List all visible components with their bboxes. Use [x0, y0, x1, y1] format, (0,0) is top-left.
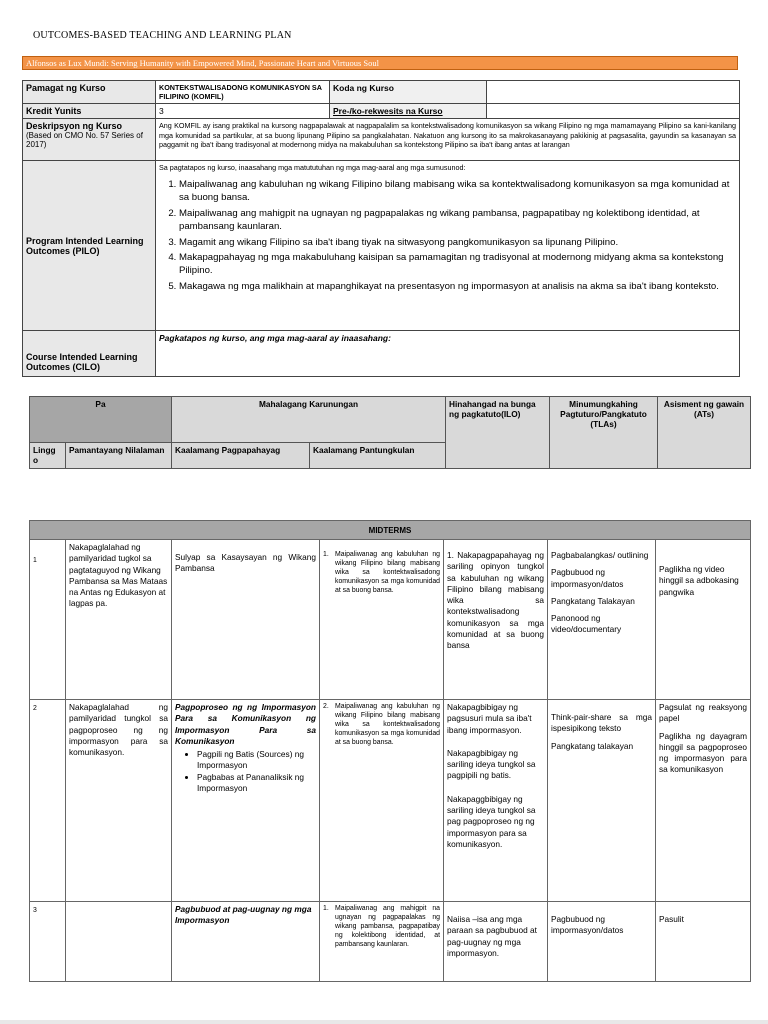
midterms-table	[29, 520, 751, 982]
at-item: Pasulit	[659, 914, 684, 924]
cilo-value: Pagkatapos ng kurso, ang mga mag-aaral ay inaasahang:	[156, 331, 740, 377]
ilo-text: Maipaliwanag ang mahigpit na ugnayan ng pagpapalakas ng wikang pambansa, pagpapatibay ng kolektibong identidad, at pambansang kaunlaran.	[335, 905, 440, 948]
table-row	[30, 902, 751, 982]
pagpapahayag-list	[175, 749, 316, 794]
bunga-item: Naiisa –isa ang mga paraan sa pagbubuod at pag-uugnay ng mga impormasyon.	[447, 914, 537, 958]
bunga-item: Nakapagbibigay ng sariling ideya tungkol sa pagpipili ng batis.	[447, 747, 536, 781]
prereq-label: Pre-/ko-rekwesits na Kurso	[330, 104, 487, 119]
description-value: Ang KOMFIL ay isang praktikal na kursong nagpapalawak at nagpapalalim sa kontekstwalisadong komunikasyon sa wikang Filipino ng mga mamamayang Pilipino sa kani-kanilang mga komunidad sa partikular, at sa buong lipunang Pilipino sa pangkalahatan. Nakatuon ang kursong ito sa makrokasanayang pakikinig at pagsasalita, gayundin sa kasanayan sa paggamit ng iba't ibang tradisyonal at modernong midya na makabuluhan sa kontekstong Pilipino sa iba't ibang antas at larangan	[156, 119, 740, 161]
course-code-value	[487, 81, 740, 104]
mahalagang-karunungan-header: Mahalagang Karunungan	[172, 397, 446, 443]
tla-item: Panonood ng video/documentary	[551, 613, 622, 635]
page-bottom-edge	[0, 1020, 768, 1024]
midterms-heading: MIDTERMS	[30, 521, 751, 540]
ilo-number: 2.	[323, 703, 329, 710]
at-cell	[656, 540, 751, 700]
ilo-cell	[320, 902, 444, 982]
pamantayang-header: Pamantayang Nilalaman	[66, 443, 172, 469]
units-value: 3	[156, 104, 330, 119]
pantungkulan-header: Kaalamang Pantungkulan	[310, 443, 446, 469]
ilo-header: Hinahangad na bunga ng pagkatuto(ILO)	[446, 397, 550, 469]
tla-cell	[548, 902, 656, 982]
pilo-item: 4. Makapagpahayag ng mga makabuluhang kaisipan sa pamamagitan ng tradisyonal at modernong midyang akma sa kontekstong Pilipino.	[179, 251, 736, 278]
tla-item: Pagbabalangkas/ outlining	[551, 550, 649, 560]
pagpapahayag-title: Pagpoproseo ng ng Impormasyon Para sa Komunikasyon ng Impormasyon Para sa Komunikasyon	[175, 702, 316, 746]
pilo-item: 5. Makagawa ng mga malikhain at mapanghikayat na presentasyon ng impormasyon at analisis na akma sa iba't ibang konteksto.	[179, 280, 736, 293]
document-title: OUTCOMES-BASED TEACHING AND LEARNING PLAN	[33, 30, 292, 41]
ilo-number: 1.	[323, 551, 329, 558]
week-number: 1	[30, 540, 66, 700]
ilo-cell	[320, 700, 444, 902]
pagpapahayag-item: • Pagbabas at Pananaliksik ng Impormasyon	[197, 772, 316, 795]
tla-item: Pagbubuod ng impormasyon/datos	[551, 567, 624, 589]
course-code-label: Koda ng Kurso	[330, 81, 487, 104]
pilo-content	[156, 161, 740, 331]
kaalamang-pagpapahayag: Pagbubuod at pag-uugnay ng mga Impormasyon	[172, 902, 320, 982]
pa-header: Pa	[30, 397, 172, 443]
tla-cell	[548, 700, 656, 902]
description-label	[23, 119, 156, 161]
pagpapahayag-header: Kaalamang Pagpapahayag	[172, 443, 310, 469]
tla-item: Pangkatang talakayan	[551, 740, 634, 751]
table-row	[30, 540, 751, 700]
description-label-text: Deskripsyon ng Kurso	[26, 121, 123, 131]
week-number: 3	[30, 902, 66, 982]
bunga-item: Nakapagbibigay ng pagsusuri mula sa iba't ibang impormasyon.	[447, 702, 532, 735]
at-cell	[656, 700, 751, 902]
tla-cell	[548, 540, 656, 700]
tla-header: Minumungkahing Pagtuturo/Pangkatuto (TLAs)	[550, 397, 658, 469]
pilo-item: 2. Maipaliwanag ang mahigpit na ugnayan ng pagpapalakas ng wikang pambansa, pagpapatibay ng kolektibong identidad, at pambansang kaunlaran.	[179, 207, 736, 234]
at-item: Paglikha ng dayagram hinggil sa pagpoproseo ng impormasyon para sa komunikasyon	[659, 730, 747, 775]
pilo-item: 1. Maipaliwanag ang kabuluhan ng wikang Filipino bilang mabisang wika sa kontektwalisadong komunikasyon sa mga komunidad at sa buong bansa.	[179, 178, 736, 205]
bunga-cell	[444, 700, 548, 902]
ilo-number: 1.	[323, 905, 329, 912]
bunga-item: Nakapaggbibigay ng sariling ideya tungkol sa pag pagpoproseo ng ng impormasyon para sa komunikasyon.	[447, 793, 536, 849]
description-note: (Based on CMO No. 57 Series of 2017)	[26, 131, 143, 149]
ilo-text: Maipaliwanag ang kabuluhan ng wikang Filipino bilang mabisang wika sa kontektwalisadong komunikasyon sa mga komunidad at sa buong bansa.	[335, 703, 440, 746]
at-header: Asisment ng gawain (ATs)	[658, 397, 751, 469]
kaalamang-pagpapahayag	[172, 700, 320, 902]
plan-header-table	[29, 396, 751, 469]
course-title-label: Pamagat ng Kurso	[23, 81, 156, 104]
motto-banner: Alfonsos as Lux Mundi: Serving Humanity with Empowered Mind, Passionate Heart and Virtuous Soul	[22, 56, 738, 70]
pilo-item: 3. Magamit ang wikang Filipino sa iba't ibang tiyak na sitwasyong pangkomunikasyon sa lipunang Pilipino.	[179, 236, 736, 249]
ilo-cell	[320, 540, 444, 700]
course-info-table	[22, 80, 740, 377]
pagpapahayag-item: • Pagpili ng Batis (Sources) ng Impormasyon	[197, 749, 316, 772]
pamantayang-nilalaman: Nakapaglalahad ng pamilyaridad tugkol sa pagtataguyod ng Wikang Pambansa sa Mas Mataas na Antas ng Edukasyon at lagpas pa.	[66, 540, 172, 700]
at-cell	[656, 902, 751, 982]
bunga-cell	[444, 902, 548, 982]
kaalamang-pagpapahayag: Sulyap sa Kasaysayan ng Wikang Pambansa	[172, 540, 320, 700]
units-label: Kredit Yunits	[23, 104, 156, 119]
pilo-label: Program Intended Learning Outcomes (PILO)	[23, 161, 156, 331]
prereq-value	[487, 104, 740, 119]
table-row	[30, 700, 751, 902]
tla-item: Pangkatang Talakayan	[551, 595, 635, 606]
ilo-text: Maipaliwanag ang kabuluhan ng wikang Filipino bilang mabisang wika sa kontektwalisadong komunikasyon sa mga komunidad at sa buong bansa.	[335, 551, 440, 594]
bunga-item: 1. Nakapagpapahayag ng sariling opinyon tungkol sa kabuluhan ng wikang Filipino bilang mabisang wika sa kontekstwalisadong komunikasyon sa mga komunidad at sa buong bansa	[447, 550, 544, 651]
week-number: 2	[30, 700, 66, 902]
linggo-header: Lingg o	[30, 443, 66, 469]
bunga-cell	[444, 540, 548, 700]
tla-item: Think-pair-share sa mga ispesipikong teksto	[551, 712, 652, 734]
course-title-value: KONTEKSTWALISADONG KOMUNIKASYON SA FILIPINO (KOMFIL)	[156, 81, 330, 104]
cilo-label: Course Intended Learning Outcomes (CILO)	[23, 331, 156, 377]
pamantayang-nilalaman	[66, 902, 172, 982]
at-item: Paglikha ng video hinggil sa adbokasing pangwika	[659, 564, 739, 597]
tla-item: Pagbubuod ng impormasyon/datos	[551, 914, 624, 936]
pilo-list	[159, 178, 736, 293]
at-item: Pagsulat ng reaksyong papel	[659, 702, 747, 724]
pilo-intro: Sa pagtatapos ng kurso, inaasahang mga matututuhan ng mga mag-aaral ang mga sumusunod:	[159, 163, 466, 172]
pamantayang-nilalaman: Nakapaglalahad ng pamilyaridad tungkol sa pagpoproseo ng ng impormasyon para sa komunikasyon.	[66, 700, 172, 902]
